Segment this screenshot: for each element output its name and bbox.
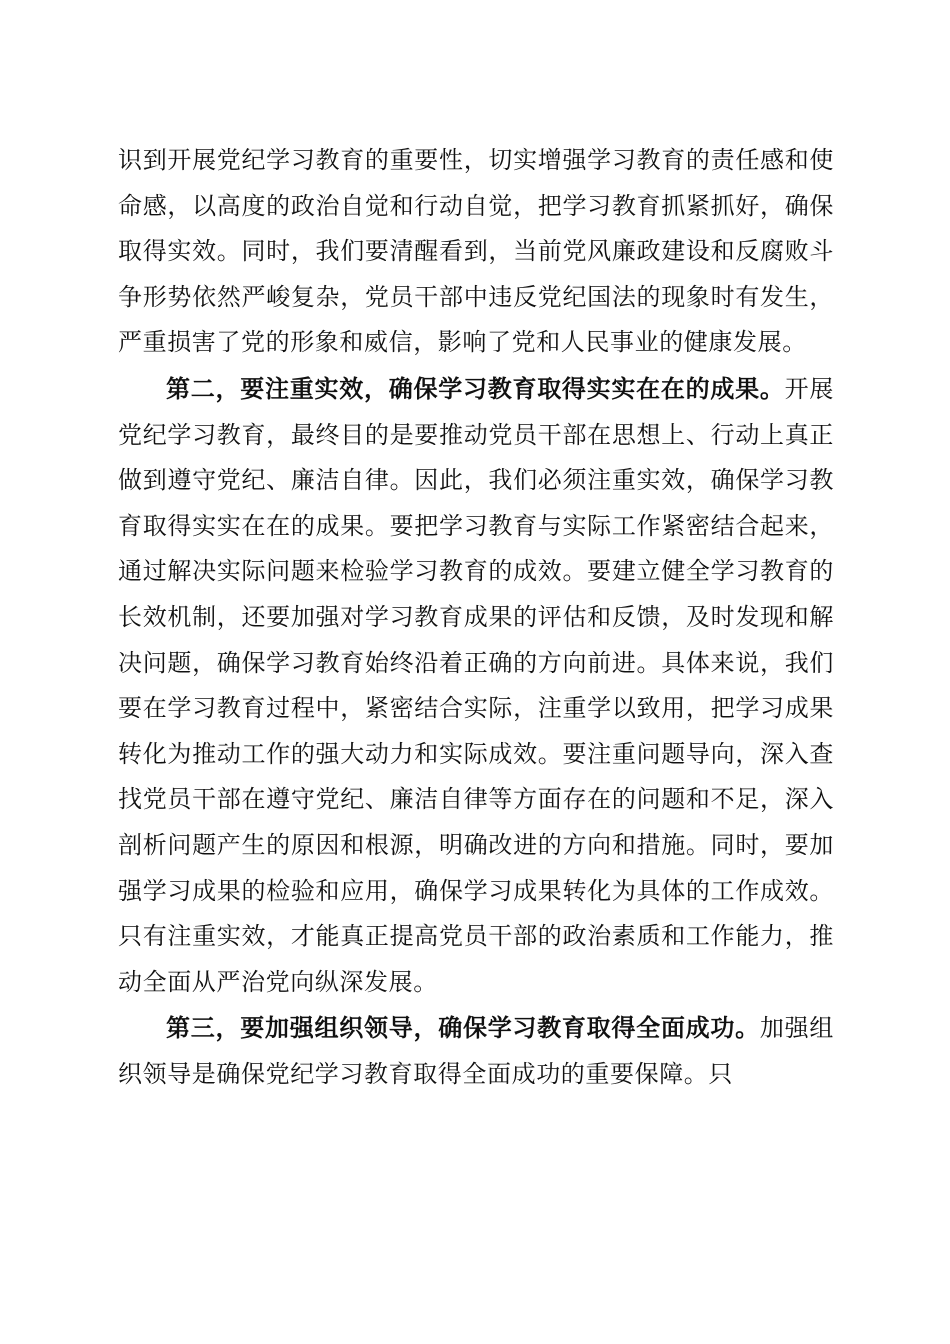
document-body <box>118 138 834 1097</box>
paragraph-text: 开展党纪学习教育，最终目的是要推动党员干部在思想上、行动上真正做到遵守党纪、廉洁自律。因此，我们必须注重实效，确保学习教育取得实实在在的成果。要把学习教育与实际工作紧密结合起来，通过解决实际问题来检验学习教育的成效。要建立健全学习教育的长效机制，还要加强对学习教育成果的评估和反馈，及时发现和解决问题，确保学习教育始终沿着正确的方向前进。具体来说，我们要在学习教育过程中，紧密结合实际，注重学以致用，把学习成果转化为推动工作的强大动力和实际成效。要注重问题导向，深入查找党员干部在遵守党纪、廉洁自律等方面存在的问题和不足，深入剖析问题产生的原因和根源，明确改进的方向和措施。同时，要加强学习成果的检验和应用，确保学习成果转化为具体的工作成效。只有注重实效，才能真正提高党员干部的政治素质和工作能力，推动全面从严治党向纵深发展。 <box>118 374 835 996</box>
paragraph-lead: 第三，要加强组织领导，确保学习教育取得全面成功。 <box>166 1013 760 1043</box>
paragraph-text: 识到开展党纪学习教育的重要性，切实增强学习教育的责任感和使命感，以高度的政治自觉和行动自觉，把学习教育抓紧抓好，确保取得实效。同时，我们要清醒看到，当前党风廉政建设和反腐败斗争形势依然严峻复杂，党员干部中违反党纪国法的现象时有发生，严重损害了党的形象和威信，影响了党和人民事业的健康发展。 <box>118 146 834 357</box>
paragraph-text: 加强组织领导是确保党纪学习教育取得全面成功的重要保障。只 <box>118 1014 834 1088</box>
paragraph-lead: 第二，要注重实效，确保学习教育取得实实在在的成果。 <box>166 373 785 403</box>
paragraph-continuation <box>118 138 834 366</box>
paragraph-second-point <box>118 366 834 1005</box>
paragraph-third-point <box>118 1005 834 1097</box>
